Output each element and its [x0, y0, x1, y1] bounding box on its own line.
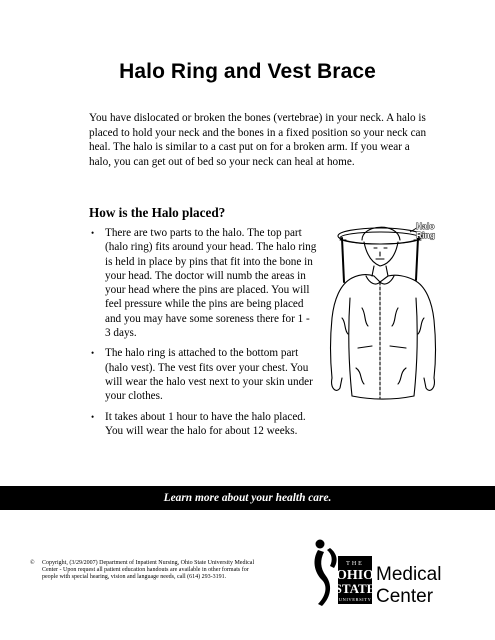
- copyright-symbol: ©: [30, 560, 35, 566]
- list-item: [89, 226, 317, 340]
- page-title: Halo Ring and Vest Brace: [119, 60, 376, 83]
- halo-vest-illustration: [322, 218, 446, 416]
- copyright-text: Copyright, (3/29/2007) Department of Inpatient Nursing, Ohio State University Medical Center - Upon request all patient education handouts are available in other formats for people with special hearing, vision and language needs, call (614) 293-3191.: [42, 560, 255, 581]
- logo-medical: Medical: [376, 564, 442, 585]
- halo-ring-label-line1: Halo: [416, 221, 435, 231]
- list-item: [89, 410, 317, 439]
- logo-center: Center: [376, 586, 434, 607]
- logo-state: STATE: [334, 581, 376, 596]
- bullet-icon: •: [91, 411, 95, 422]
- osu-medical-center-logo: [308, 536, 448, 608]
- bullet-icon: •: [91, 228, 95, 238]
- section-heading: How is the Halo placed?: [89, 205, 226, 220]
- intro-paragraph: You have dislocated or broken the bones (vertebrae) in your neck. A halo is placed to hold your neck and the bones in a fixed position so your neck can heal. The halo is similar to a cast put on for a broken arm. If you wear a halo, you can get out of bed so your neck can heal at home.: [89, 112, 427, 168]
- logo-the: THE: [346, 561, 364, 567]
- bullet-text: The halo ring is attached to the bottom part (halo vest). The vest fits over your chest. You will wear the halo vest next to your skin under your clothes.: [105, 347, 313, 403]
- bullet-icon: •: [91, 348, 95, 359]
- bullet-text: There are two parts to the halo. The top part (halo ring) fits around your head. The halo ring is held in place by pins that fit into the bone in your head. The doctor will numb the areas in your head where the pins are placed. You will feel pressure while the pins are being placed and you may have some soreness there for 1 - 3 days.: [105, 227, 317, 340]
- logo-university: UNIVERSITY: [338, 597, 372, 602]
- halo-ring-label: [416, 222, 435, 240]
- logo-ohio: OHIO: [335, 568, 375, 583]
- halo-ring-label-line2: Ring: [416, 230, 435, 240]
- bullet-list: [89, 226, 317, 444]
- copyright-notice: [30, 560, 255, 582]
- list-item: [89, 346, 317, 403]
- logo-figure-icon: [315, 540, 337, 607]
- learn-more-banner: Learn more about your health care.: [0, 486, 495, 510]
- bullet-text: It takes about 1 hour to have the halo placed. You will wear the halo for about 12 weeks.: [105, 410, 306, 437]
